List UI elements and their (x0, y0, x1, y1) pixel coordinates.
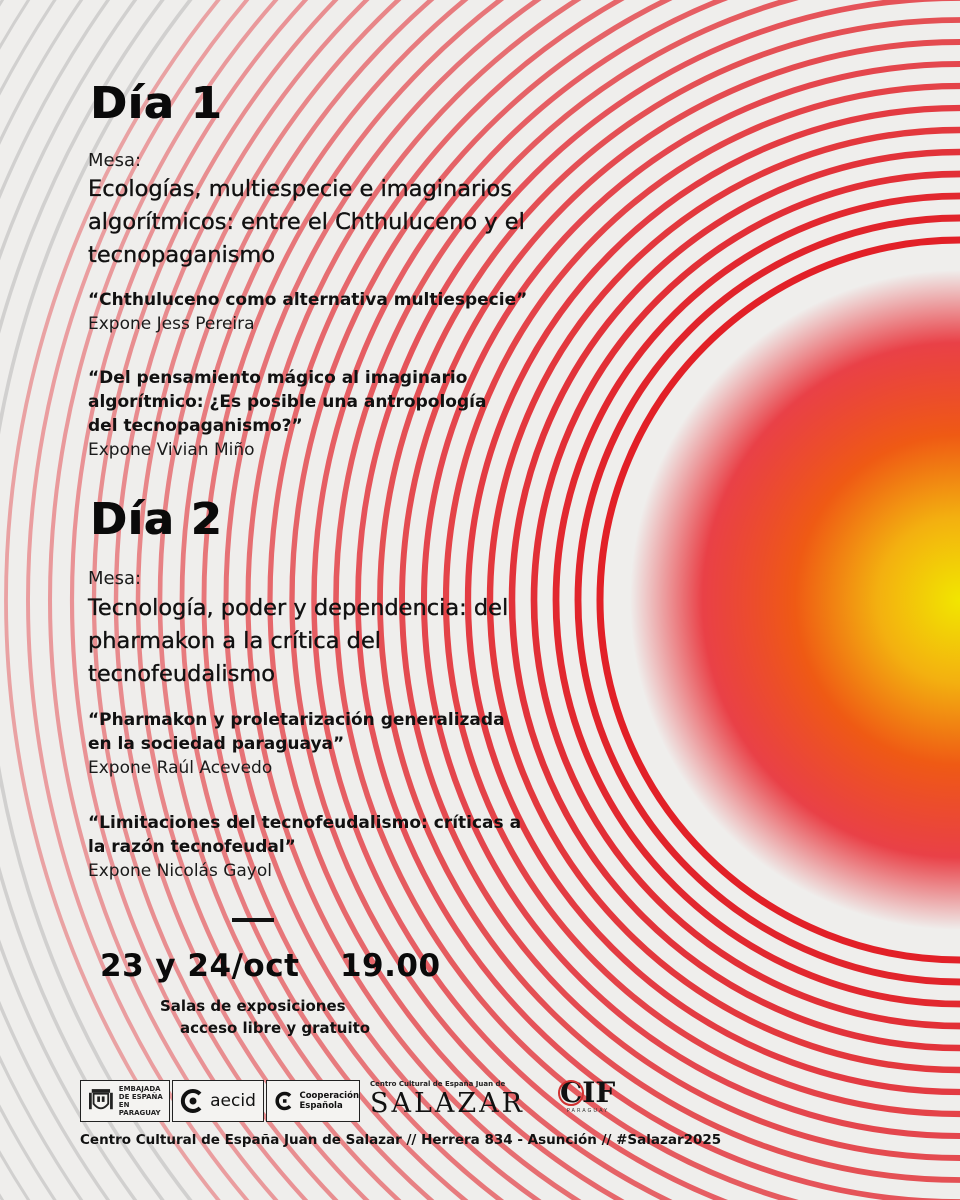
venue-line-2: acceso libre y gratuito (180, 1019, 371, 1037)
day-1-mesa-title (88, 173, 525, 272)
mesa-title-line: tecnofeudalismo (88, 661, 276, 687)
event-date-time (100, 948, 441, 984)
cooperacion-text (299, 1091, 359, 1111)
footer-address: Centro Cultural de España Juan de Salazar // Herrera 834 - Asunción // #Salazar2025 (80, 1132, 722, 1148)
cooperacion-line: Española (299, 1101, 343, 1111)
logo-cooperacion (266, 1080, 360, 1122)
coat-of-arms-icon (89, 1086, 113, 1116)
cooperacion-symbol-icon (275, 1090, 294, 1112)
talk-speaker: Expone Nicolás Gayol (88, 861, 272, 881)
embajada-line: DE ESPAÑA (118, 1093, 163, 1101)
mesa-title-line: Tecnología, poder y dependencia: del (88, 595, 509, 621)
aecid-symbol-icon (180, 1088, 206, 1114)
mesa-title-line: Ecologías, multiespecie e imaginarios (88, 176, 513, 202)
cooperacion-line: Cooperación (299, 1091, 359, 1101)
mesa-title-line: pharmakon a la crítica del (88, 628, 382, 654)
day-2-talk-1 (88, 708, 505, 780)
talk-speaker: Expone Raúl Acevedo (88, 758, 273, 778)
event-dates: 23 y 24/oct (100, 948, 300, 984)
aecid-text: aecid (210, 1091, 256, 1111)
talk-title: “Del pensamiento mágico al imaginario (88, 368, 468, 388)
talk-speaker: Expone Jess Pereira (88, 314, 255, 334)
day-2-mesa-label: Mesa: (88, 568, 142, 589)
talk-title: “Limitaciones del tecnofeudalismo: críticas a (88, 813, 522, 833)
day-2-talk-2 (88, 811, 521, 883)
talk-title: la razón tecnofeudal” (88, 837, 296, 857)
mesa-title-line: algorítmicos: entre el Chthuluceno y el (88, 209, 525, 235)
logo-embajada (80, 1080, 170, 1122)
venue-line-1: Salas de exposiciones (160, 997, 346, 1015)
salazar-small-text: Centro Cultural de España Juan de (370, 1080, 506, 1088)
talk-speaker: Expone Vivian Miño (88, 440, 255, 460)
day-1-talk-1 (88, 288, 527, 336)
day-2-heading: Día 2 (90, 494, 223, 545)
day-1-mesa-label: Mesa: (88, 150, 142, 171)
logo-aecid (172, 1080, 264, 1122)
day-2-mesa-title (88, 592, 508, 691)
talk-title: algorítmico: ¿Es posible una antropología (88, 392, 487, 412)
day-1-talk-2 (88, 366, 486, 462)
divider-dash (232, 918, 274, 922)
talk-title: “Chthuluceno como alternativa multiespecie” (88, 290, 528, 310)
salazar-big-text: SALAZAR (370, 1088, 526, 1119)
embajada-line: EN PARAGUAY (118, 1101, 161, 1117)
talk-title: “Pharmakon y proletarización generalizada (88, 710, 505, 730)
cif-ring-icon (558, 1080, 584, 1106)
day-1-heading: Día 1 (90, 78, 223, 129)
logo-salazar (370, 1080, 538, 1120)
event-time: 19.00 (339, 948, 441, 984)
cif-sub-text: PARAGUAY (566, 1108, 610, 1114)
logo-cif (560, 1078, 622, 1114)
talk-title: en la sociedad paraguaya” (88, 734, 345, 754)
cif-text: CIF (560, 1076, 616, 1109)
talk-title: del tecnopaganismo?” (88, 416, 303, 436)
mesa-title-line: tecnopaganismo (88, 242, 276, 268)
embajada-line: EMBAJADA (118, 1085, 161, 1093)
embajada-text (119, 1085, 169, 1117)
